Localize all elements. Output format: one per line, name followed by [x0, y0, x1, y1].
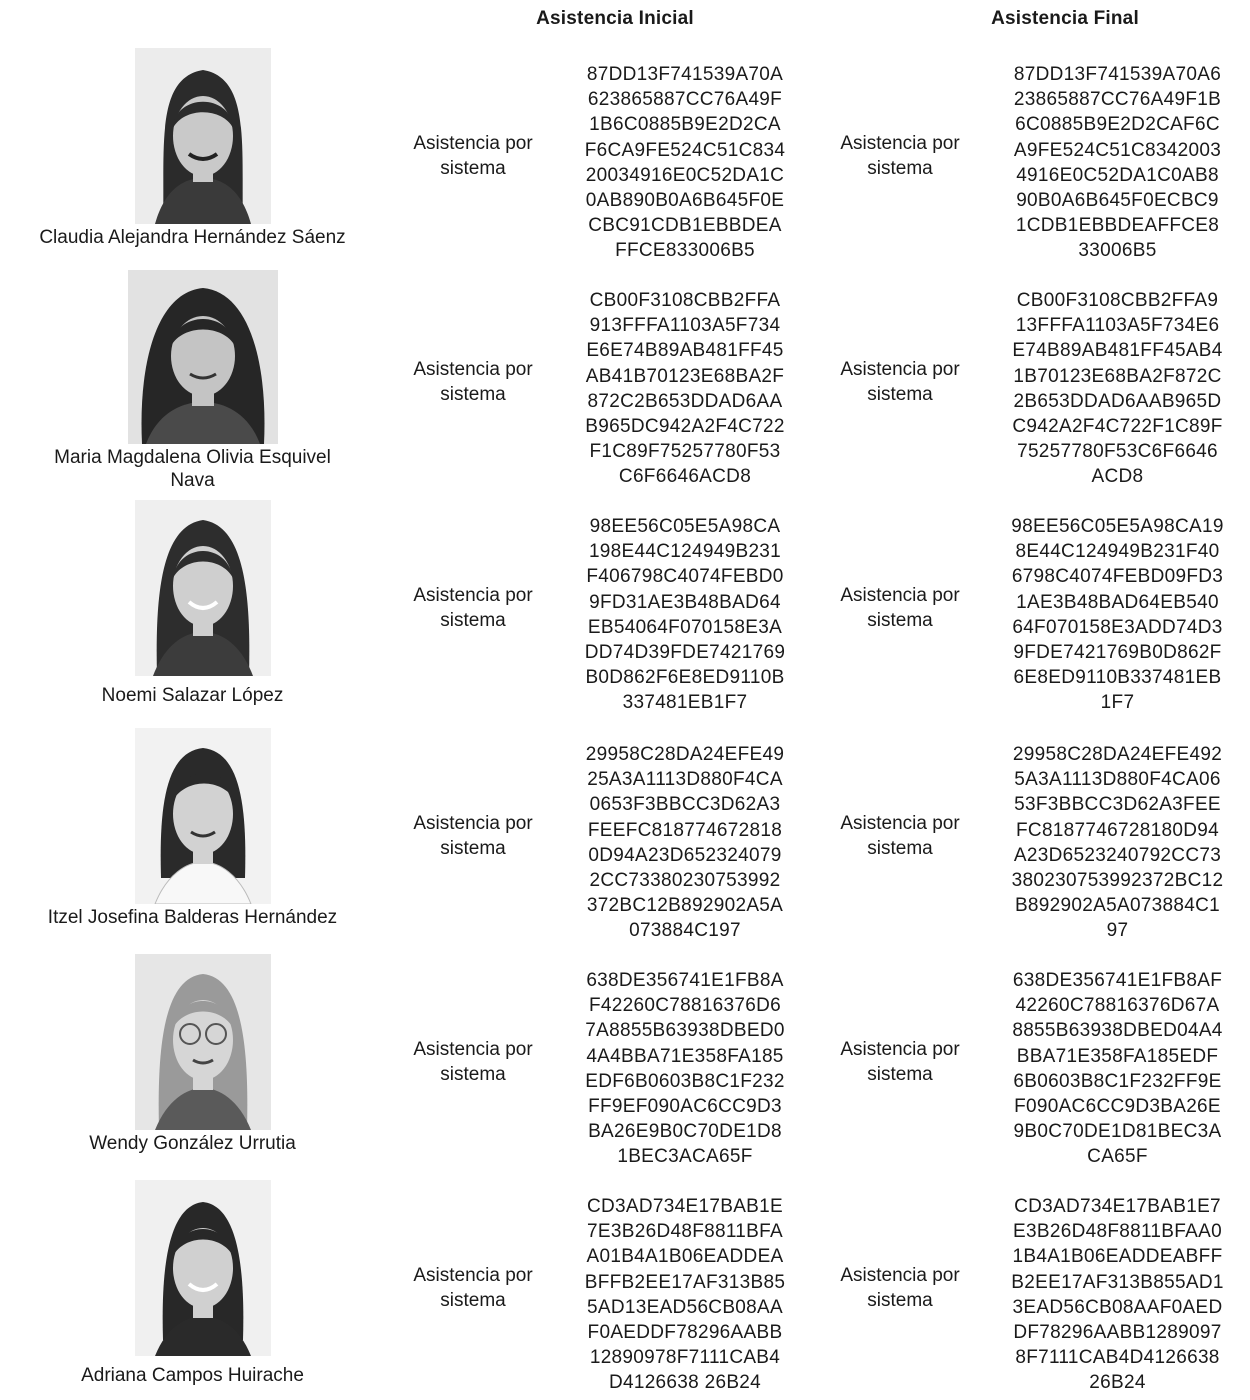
final-method: Asistencia por sistema: [840, 359, 960, 405]
final-hash: CD3AD734E17BAB1E7 E3B26D48F8811BFAA0 1B4A1B06EADDEABFF B2EE17AF313B855AD1 3EAD56CB08AAF0AED DF78296AABB1289097 8F7111CAB4D4126638 26B24: [1011, 1196, 1224, 1394]
final-hash: 87DD13F741539A70A6 23865887CC76A49F1B 6C0885B9E2D2CAF6C A9FE524C51C8342003 4916E0C52DA1C0AB8 90B0A6B645F0ECBC9 1CDB1EBBDEAFFCE8 33006B5: [1013, 64, 1222, 262]
final-hash: 98EE56C05E5A98CA19 8E44C124949B231F40 6798C4074FEBD09FD3 1AE3B48BAD64EB540 64F070158E3ADD74D3 9FDE7421769B0D862F 6E8ED9110B337481EB 1F7: [1011, 516, 1224, 714]
final-hash: 29958C28DA24EFE492 5A3A1113D880F4CA06 53F3BBCC3D62A3FEE FC8187746728180D94 A23D6523240792CC73 380230753992372BC12 B892902A5A073884C1 97: [1011, 744, 1224, 942]
member-photo: [135, 500, 271, 676]
portrait-image: [128, 270, 278, 444]
initial-hash: 638DE356741E1FB8A F42260C78816376D6 7A8855B63938DBED0 4A4BBA71E358FA185 EDF6B0603B8C1F232 FF9EF090AC6CC9D3 BA26E9B0C70DE1D8 1BEC3ACA65F: [585, 970, 785, 1168]
final-method: Asistencia por sistema: [840, 133, 960, 179]
final-method: Asistencia por sistema: [840, 813, 960, 859]
member-cell: [0, 494, 385, 720]
initial-method: Asistencia por sistema: [413, 359, 533, 405]
member-cell: [0, 268, 385, 494]
final-attendance-header: Asistencia Final: [991, 8, 1139, 29]
initial-hash: 29958C28DA24EFE49 25A3A1113D880F4CA 0653F3BBCC3D62A3 FEEFC818774672818 0D94A23D652324079 2CC73380230753992 372BC12B892902A5A 073884C197: [585, 744, 785, 942]
portrait-image: [135, 728, 271, 904]
initial-attendance-header: Asistencia Inicial: [536, 8, 694, 29]
table-row: [0, 42, 1250, 268]
table-row: [0, 948, 1250, 1174]
initial-hash: CB00F3108CBB2FFA 913FFFA1103A5F734 E6E74B89AB481FF45 AB41B70123E68BA2F 872C2B653DDAD6AA B965DC942A2F4C722 F1C89F75257780F53 C6F6646ACD8: [585, 290, 785, 488]
table-row: [0, 722, 1250, 948]
table-header: [0, 0, 1250, 42]
member-name: Adriana Campos Huirache: [81, 1365, 304, 1386]
member-photo: [135, 1180, 271, 1356]
table-row: [0, 1174, 1250, 1400]
attendance-table: [0, 42, 1250, 1400]
final-hash: CB00F3108CBB2FFA9 13FFFA1103A5F734E6 E74B89AB481FF45AB4 1B70123E68BA2F872C 2B653DDAD6AAB965D C942A2F4C722F1C89F 75257780F53C6F6646 ACD8: [1012, 290, 1223, 488]
final-hash: 638DE356741E1FB8AF 42260C78816376D67A 8855B63938DBED04A4 BBA71E358FA185EDF 6B0603B8C1F232FF9E F090AC6CC9D3BA26E 9B0C70DE1D81BEC3A CA65F: [1012, 970, 1223, 1168]
member-cell: [0, 1174, 385, 1400]
member-photo: [135, 954, 271, 1130]
portrait-image: [135, 500, 271, 676]
final-method: Asistencia por sistema: [840, 1039, 960, 1085]
initial-method: Asistencia por sistema: [413, 1039, 533, 1085]
member-cell: [0, 722, 385, 948]
initial-method: Asistencia por sistema: [413, 133, 533, 179]
initial-method: Asistencia por sistema: [413, 1265, 533, 1311]
member-photo: [135, 728, 271, 904]
member-name: Wendy González Urrutia: [89, 1133, 296, 1154]
initial-method: Asistencia por sistema: [413, 585, 533, 631]
initial-method: Asistencia por sistema: [413, 813, 533, 859]
member-name: Noemi Salazar López: [101, 685, 284, 706]
member-name: Itzel Josefina Balderas Hernández: [47, 907, 338, 928]
member-name: Claudia Alejandra Hernández Sáenz: [39, 227, 346, 248]
member-cell: [0, 948, 385, 1174]
initial-hash: CD3AD734E17BAB1E 7E3B26D48F8811BFA A01B4A1B06EADDEA BFFB2EE17AF313B85 5AD13EAD56CB08AA F0AEDDF78296AABB 12890978F7111CAB4 D4126638 26B24: [584, 1196, 786, 1394]
initial-hash: 98EE56C05E5A98CA 198E44C124949B231 F406798C4074FEBD0 9FD31AE3B48BAD64 EB54064F070158E3A DD74D39FDE7421769 B0D862F6E8ED9110B 337481EB1F7: [584, 516, 786, 714]
initial-hash: 87DD13F741539A70A 623865887CC76A49F 1B6C0885B9E2D2CA F6CA9FE524C51C834 20034916E0C52DA1C 0AB890B0A6B645F0E CBC91CDB1EBBDEA FFCE833006B5: [584, 64, 786, 262]
member-name: Maria Magdalena Olivia Esquivel Nava: [54, 447, 331, 491]
portrait-image: [135, 48, 271, 224]
table-row: [0, 268, 1250, 494]
member-photo: [135, 48, 271, 224]
table-row: [0, 494, 1250, 722]
member-cell: [0, 42, 385, 268]
member-photo: [128, 270, 278, 444]
portrait-image: [135, 1180, 271, 1356]
final-method: Asistencia por sistema: [840, 1265, 960, 1311]
final-method: Asistencia por sistema: [840, 585, 960, 631]
portrait-image: [135, 954, 271, 1130]
